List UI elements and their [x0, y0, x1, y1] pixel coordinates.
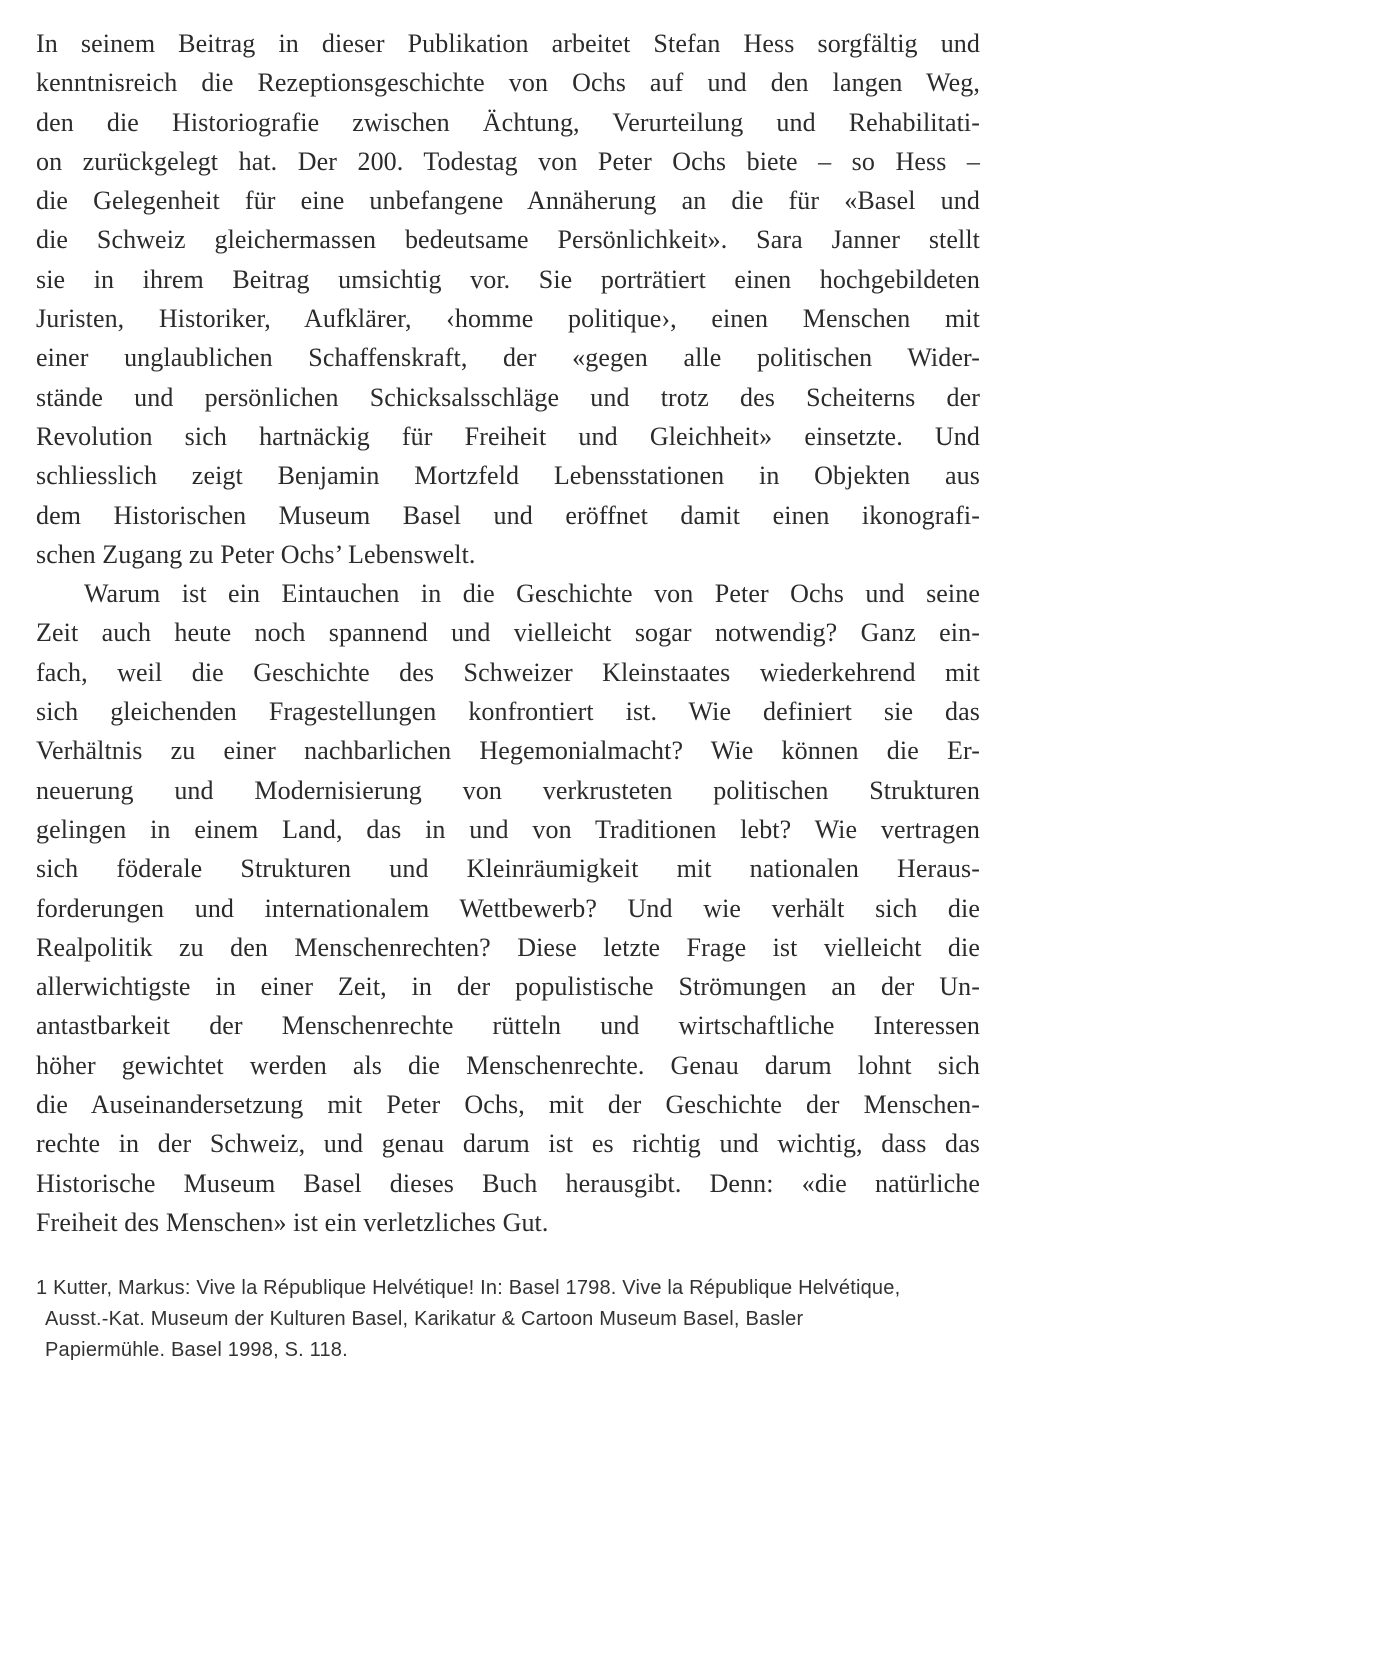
text-line: Revolution sich hartnäckig für Freiheit und Gleichheit» einsetzte. Und [36, 421, 980, 451]
body-text [36, 24, 980, 1242]
footnote-line: Ausst.-Kat. Museum der Kulturen Basel, Karikatur & Cartoon Museum Basel, Basler [45, 1308, 804, 1330]
text-line: kenntnisreich die Rezeptionsgeschichte von Ochs auf und den langen Weg, [36, 68, 980, 98]
text-line: sich gleichenden Fragestellungen konfrontiert ist. Wie definiert sie das [36, 697, 980, 727]
text-line: Historische Museum Basel dieses Buch herausgibt. Denn: «die natürliche [36, 1168, 980, 1198]
paragraph [36, 24, 980, 574]
text-line: den die Historiografie zwischen Ächtung, Verurteilung und Rehabilitati- [36, 107, 980, 137]
text-line: die Schweiz gleichermassen bedeutsame Persönlichkeit». Sara Janner stellt [36, 225, 980, 255]
footnote-line: 1 Kutter, Markus: Vive la République Helvétique! In: Basel 1798. Vive la République Helvétique, [36, 1277, 901, 1299]
text-line: sie in ihrem Beitrag umsichtig vor. Sie porträtiert einen hochgebildeten [36, 264, 980, 294]
text-line: allerwichtigste in einer Zeit, in der populistische Strömungen an der Un- [36, 972, 980, 1002]
text-line: einer unglaublichen Schaffenskraft, der «gegen alle politischen Wider- [36, 343, 980, 373]
text-line: antastbarkeit der Menschenrechte rütteln und wirtschaftliche Interessen [36, 1011, 980, 1041]
text-line: Juristen, Historiker, Aufklärer, ‹homme politique›, einen Menschen mit [36, 304, 980, 334]
text-line: gelingen in einem Land, das in und von Traditionen lebt? Wie vertragen [36, 814, 980, 844]
text-line: on zurückgelegt hat. Der 200. Todestag von Peter Ochs biete – so Hess – [36, 146, 980, 176]
text-line: fach, weil die Geschichte des Schweizer Kleinstaates wiederkehrend mit [36, 657, 980, 687]
text-line: Verhältnis zu einer nachbarlichen Hegemonialmacht? Wie können die Er- [36, 736, 980, 766]
text-line: die Auseinandersetzung mit Peter Ochs, mit der Geschichte der Menschen- [36, 1090, 980, 1120]
footnote [36, 1273, 980, 1366]
text-line: höher gewichtet werden als die Menschenrechte. Genau darum lohnt sich [36, 1050, 980, 1080]
text-line: Warum ist ein Eintauchen in die Geschichte von Peter Ochs und seine [84, 579, 980, 609]
text-line: schliesslich zeigt Benjamin Mortzfeld Lebensstationen in Objekten aus [36, 461, 980, 491]
text-line: stände und persönlichen Schicksalsschläge und trotz des Scheiterns der [36, 382, 980, 412]
text-line: Zeit auch heute noch spannend und vielleicht sogar notwendig? Ganz ein- [36, 618, 980, 648]
text-line: neuerung und Modernisierung von verkrusteten politischen Strukturen [36, 775, 980, 805]
text-line: In seinem Beitrag in dieser Publikation arbeitet Stefan Hess sorgfältig und [36, 29, 980, 58]
text-line: rechte in der Schweiz, und genau darum ist es richtig und wichtig, dass das [36, 1129, 980, 1159]
text-line: Realpolitik zu den Menschenrechten? Diese letzte Frage ist vielleicht die [36, 932, 980, 962]
text-line: forderungen und internationalem Wettbewerb? Und wie verhält sich die [36, 893, 980, 923]
text-line: die Gelegenheit für eine unbefangene Annäherung an die für «Basel und [36, 186, 980, 216]
text-line: sich föderale Strukturen und Kleinräumigkeit mit nationalen Heraus- [36, 854, 980, 884]
paragraph [36, 574, 980, 1242]
text-line: schen Zugang zu Peter Ochs’ Lebenswelt. [36, 539, 476, 569]
text-line: dem Historischen Museum Basel und eröffnet damit einen ikonografi- [36, 500, 980, 530]
text-line: Freiheit des Menschen» ist ein verletzliches Gut. [36, 1207, 549, 1237]
footnote-line: Papiermühle. Basel 1998, S. 118. [45, 1339, 348, 1361]
